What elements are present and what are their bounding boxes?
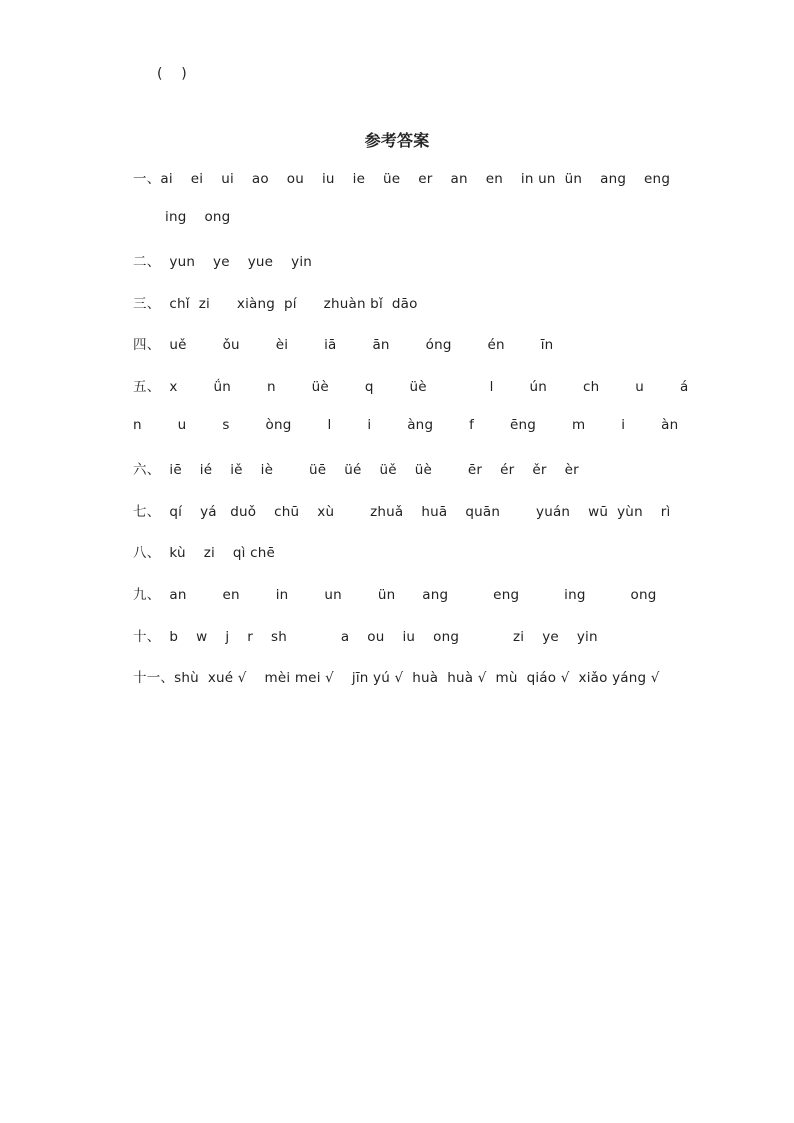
answer-row-5-continued: n u s òng l i àng f ēng m i àn — [133, 417, 679, 433]
answer-row-2: 二、 yun ye yue yin — [133, 254, 313, 270]
answer-row-1: 一、ai ei ui ao ou iu ie üe er an en in un ün ang eng — [133, 171, 671, 187]
answer-row-11: 十一、shù xué √ mèi mei √ jīn yú √ huà huà √ mù qiáo √ xiǎo yáng √ — [133, 670, 660, 686]
answer-row-10: 十、 b w j r sh a ou iu ong zi ye yin — [133, 629, 598, 645]
answer-row-1-continued: ing ong — [165, 209, 231, 225]
answer-row-5: 五、 x ǘn n üè q üè l ún ch u á — [133, 379, 689, 395]
answer-row-8: 八、 kù zi qì chē — [133, 545, 276, 561]
answer-row-7: 七、 qí yá duǒ chū xù zhuǎ huā quān yuán wū yùn rì — [133, 504, 671, 520]
answer-row-3: 三、 chǐ zi xiàng pí zhuàn bǐ dāo — [133, 296, 418, 312]
blank-parentheses: ( ) — [157, 66, 187, 82]
answer-row-6: 六、 iē ié iě iè üē üé üě üè ēr ér ěr èr — [133, 462, 579, 478]
answer-row-9: 九、 an en in un ün ang eng ing ong — [133, 587, 657, 603]
page-title: 参考答案 — [364, 131, 430, 150]
answer-row-4: 四、 uě ǒu èi iā ān óng én īn — [133, 337, 554, 353]
